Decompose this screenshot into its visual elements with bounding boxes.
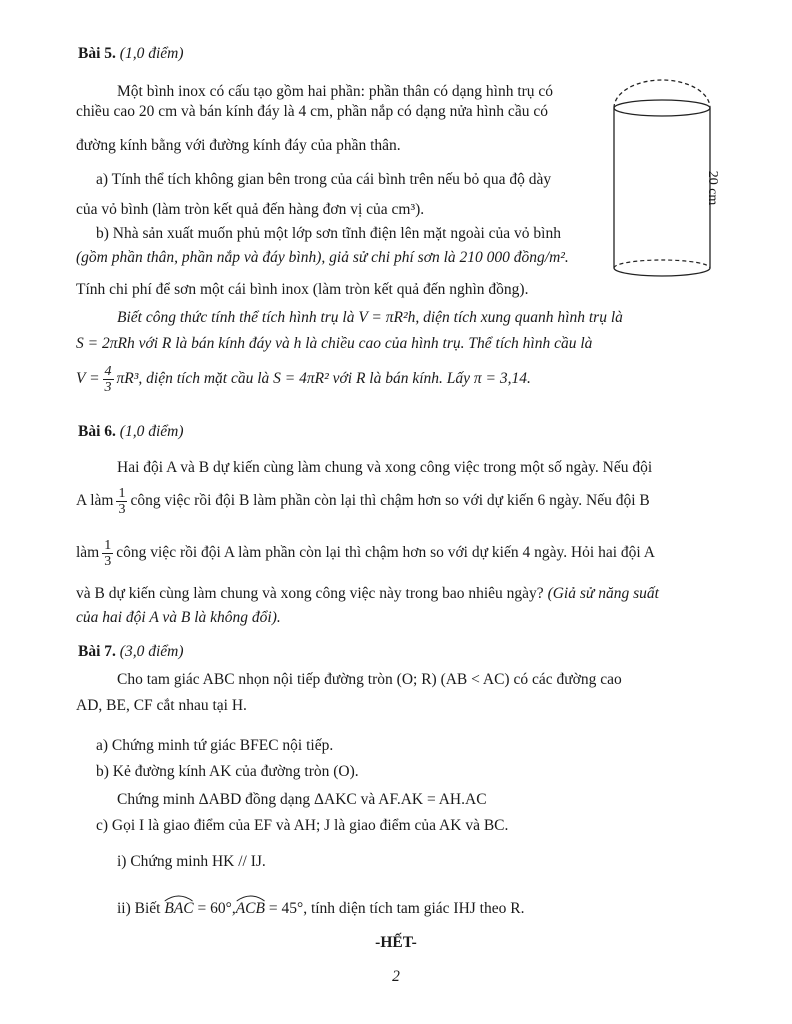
bai7-a: a) Chứng minh tứ giác BFEC nội tiếp. bbox=[96, 737, 334, 754]
bai5-a-2: của vỏ bình (làm tròn kết quả đến hàng đơn vị của cm³). bbox=[76, 201, 425, 218]
bai5-title: Bài 5. bbox=[78, 45, 116, 62]
angle-acb bbox=[236, 896, 265, 919]
angle-bac bbox=[164, 896, 193, 919]
cylinder-height-label: 20 cm bbox=[705, 170, 720, 206]
bai6-points: (1,0 điểm) bbox=[119, 423, 184, 440]
bai6-line2-pre: A làm bbox=[76, 492, 114, 509]
bai7-line-2: AD, BE, CF cắt nhau tại H. bbox=[76, 697, 247, 714]
bai7-heading bbox=[78, 642, 183, 662]
bai7-b-1: b) Kẻ đường kính AK của đường tròn (O). bbox=[96, 763, 359, 780]
bai6-heading bbox=[78, 422, 183, 442]
angle-acb-label: ACB bbox=[235, 900, 265, 917]
bai5-intro-3: đường kính bằng với đường kính đáy của phần thân. bbox=[76, 137, 401, 154]
bai6-line-4 bbox=[76, 584, 659, 604]
bai6-line4-pre: và B dự kiến cùng làm chung và xong công việc này trong bao nhiêu ngày? bbox=[76, 585, 544, 602]
bai6-line4-note: (Giả sử năng suất bbox=[547, 585, 659, 602]
bai6-frac2-num: 1 bbox=[104, 537, 112, 553]
bai7-line-1: Cho tam giác ABC nhọn nội tiếp đường tròn (O; R) (AB < AC) có các đường cao bbox=[117, 671, 622, 688]
bai5-intro-1: Một bình inox có cấu tạo gồm hai phần: phần thân có dạng hình trụ có bbox=[117, 83, 554, 100]
bai6-frac1-num: 1 bbox=[118, 485, 126, 501]
bai6-title: Bài 6. bbox=[78, 423, 116, 440]
angle-bac-value: = 60°, bbox=[197, 900, 236, 917]
bai6-frac1-den: 3 bbox=[118, 501, 126, 517]
bai5-b-1: b) Nhà sản xuất muốn phủ một lớp sơn tĩnh điện lên mặt ngoài của vỏ bình bbox=[96, 225, 561, 242]
bai6-line-3 bbox=[76, 536, 655, 570]
bai6-line2-post: công việc rồi đội B làm phần còn lại thì chậm hơn so với dự kiến 6 ngày. Nếu đội B bbox=[130, 492, 650, 509]
bai7-c-i: i) Chứng minh HK // IJ. bbox=[117, 853, 266, 870]
formula3-den: 3 bbox=[104, 379, 112, 395]
bai6-line3-pre: làm bbox=[76, 544, 100, 561]
bai6-fraction-2 bbox=[102, 538, 113, 569]
bai6-fraction-1 bbox=[116, 486, 127, 517]
bai6-frac2-den: 3 bbox=[104, 553, 112, 569]
bai7-points: (3,0 điểm) bbox=[119, 643, 184, 660]
bai6-line-5: của hai đội A và B là không đổi). bbox=[76, 609, 281, 626]
bai5-formula-3 bbox=[76, 362, 531, 396]
bai7-b-2: Chứng minh ΔABD đồng dạng ΔAKC và AF.AK = AH.AC bbox=[117, 791, 487, 808]
bai5-b-3: Tính chi phí để sơn một cái bình inox (làm tròn kết quả đến nghìn đồng). bbox=[76, 281, 529, 298]
bai5-intro-2: chiều cao 20 cm và bán kính đáy là 4 cm, phần nắp có dạng nửa hình cầu có bbox=[76, 103, 548, 120]
bai7-c-ii bbox=[117, 896, 524, 919]
formula3-pre: V = bbox=[76, 370, 100, 387]
bai7-title: Bài 7. bbox=[78, 643, 116, 660]
bai5-heading bbox=[78, 44, 183, 64]
formula3-fraction bbox=[103, 364, 114, 395]
bai5-a-1: a) Tính thể tích không gian bên trong của cái bình trên nếu bỏ qua độ dày bbox=[96, 171, 552, 188]
bai5-b-2: (gồm phần thân, phần nắp và đáy bình), giả sử chi phí sơn là 210 000 đồng/m². bbox=[76, 249, 569, 266]
bai6-line-1: Hai đội A và B dự kiến cùng làm chung và xong công việc trong một số ngày. Nếu đội bbox=[117, 459, 653, 476]
bai5-formula-2: S = 2πRh với R là bán kính đáy và h là chiều cao của hình trụ. Thể tích hình cầu là bbox=[76, 335, 593, 352]
formula3-num: 4 bbox=[104, 363, 112, 379]
end-marker: -HẾT- bbox=[375, 934, 417, 951]
bai7-c: c) Gọi I là giao điểm của EF và AH; J là giao điểm của AK và BC. bbox=[96, 817, 509, 834]
formula3-post: πR³, diện tích mặt cầu là S = 4πR² với R là bán kính. Lấy π = 3,14. bbox=[116, 370, 531, 387]
cii-post: = 45°, tính diện tích tam giác IHJ theo R. bbox=[268, 900, 525, 917]
bai5-points: (1,0 điểm) bbox=[119, 45, 184, 62]
page-number: 2 bbox=[392, 968, 400, 985]
bai5-formula-1: Biết công thức tính thể tích hình trụ là V = πR²h, diện tích xung quanh hình trụ là bbox=[117, 309, 623, 326]
bai6-line3-post: công việc rồi đội A làm phần còn lại thì chậm hơn so với dự kiến 4 ngày. Hỏi hai đội A bbox=[116, 544, 655, 561]
cii-pre: ii) Biết bbox=[117, 900, 161, 917]
angle-bac-label: BAC bbox=[164, 900, 194, 917]
bai6-line-2 bbox=[76, 484, 650, 518]
